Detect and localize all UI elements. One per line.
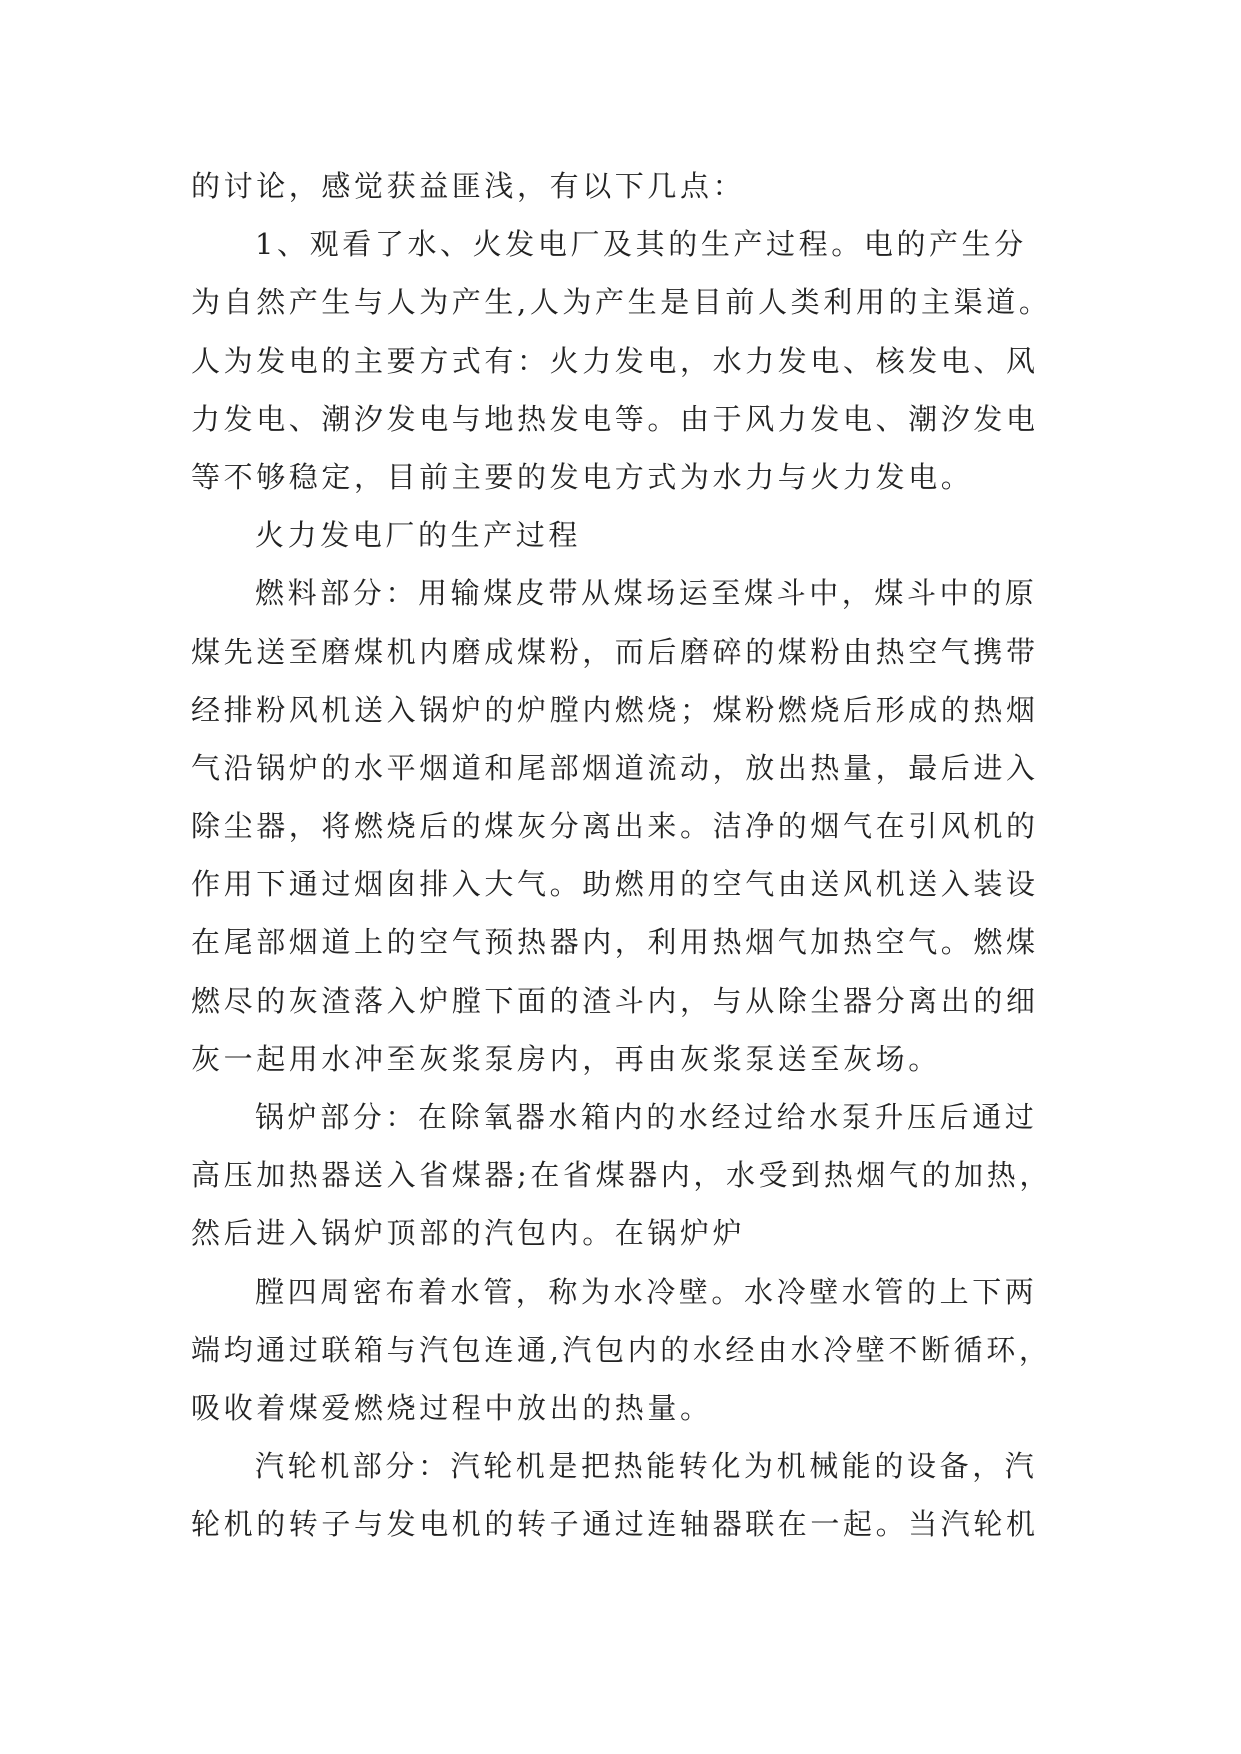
text-line: 然后进入锅炉顶部的汽包内。在锅炉炉 bbox=[191, 1216, 746, 1251]
section-heading: 火力发电厂的生产过程 bbox=[255, 518, 582, 553]
text-line: 等不够稳定，目前主要的发电方式为水力与火力发电。 bbox=[191, 459, 974, 494]
text-line: 为自然产生与人为产生,人为产生是目前人类利用的主渠道。 bbox=[191, 285, 1052, 320]
text-line: 经排粉风机送入锅炉的炉膛内燃烧；煤粉燃烧后形成的热烟 bbox=[191, 692, 1039, 727]
text-line: 在尾部烟道上的空气预热器内，利用热烟气加热空气。燃煤 bbox=[191, 925, 1039, 960]
text-line: 煤先送至磨煤机内磨成煤粉，而后磨碎的煤粉由热空气携带 bbox=[191, 634, 1039, 669]
text-line: 作用下通过烟囱排入大气。助燃用的空气由送风机送入装设 bbox=[191, 867, 1039, 902]
text-line: 端均通过联箱与汽包连通,汽包内的水经由水冷壁不断循环， bbox=[191, 1332, 1052, 1367]
text-line: 力发电、潮汐发电与地热发电等。由于风力发电、潮汐发电 bbox=[191, 401, 1039, 436]
document-body bbox=[191, 157, 1061, 1554]
text-line: 吸收着煤爱燃烧过程中放出的热量。 bbox=[191, 1390, 713, 1425]
text-line: 燃尽的灰渣落入炉膛下面的渣斗内，与从除尘器分离出的细 bbox=[191, 983, 1039, 1018]
text-line: 锅炉部分：在除氧器水箱内的水经过给水泵升压后通过 bbox=[255, 1100, 1038, 1134]
text-line: 灰一起用水冲至灰浆泵房内，再由灰浆泵送至灰场。 bbox=[191, 1041, 941, 1076]
text-line: 人为发电的主要方式有：火力发电，水力发电、核发电、风 bbox=[191, 343, 1039, 378]
text-line: 的讨论，感觉获益匪浅，有以下几点： bbox=[191, 169, 746, 203]
text-line: 高压加热器送入省煤器;在省煤器内，水受到热烟气的加热， bbox=[191, 1158, 1052, 1193]
text-line: 1、观看了水、火发电厂及其的生产过程。电的产生分 bbox=[255, 227, 1027, 262]
text-line: 除尘器，将燃烧后的煤灰分离出来。洁净的烟气在引风机的 bbox=[191, 809, 1039, 844]
text-line: 轮机的转子与发电机的转子通过连轴器联在一起。当汽轮机 bbox=[191, 1507, 1039, 1542]
text-line: 气沿锅炉的水平烟道和尾部烟道流动，放出热量，最后进入 bbox=[191, 750, 1039, 785]
text-line: 汽轮机部分：汽轮机是把热能转化为机械能的设备，汽 bbox=[255, 1449, 1038, 1484]
text-line: 燃料部分：用输煤皮带从煤场运至煤斗中，煤斗中的原 bbox=[255, 576, 1038, 611]
text-line: 膛四周密布着水管，称为水冷壁。水冷壁水管的上下两 bbox=[255, 1274, 1038, 1309]
